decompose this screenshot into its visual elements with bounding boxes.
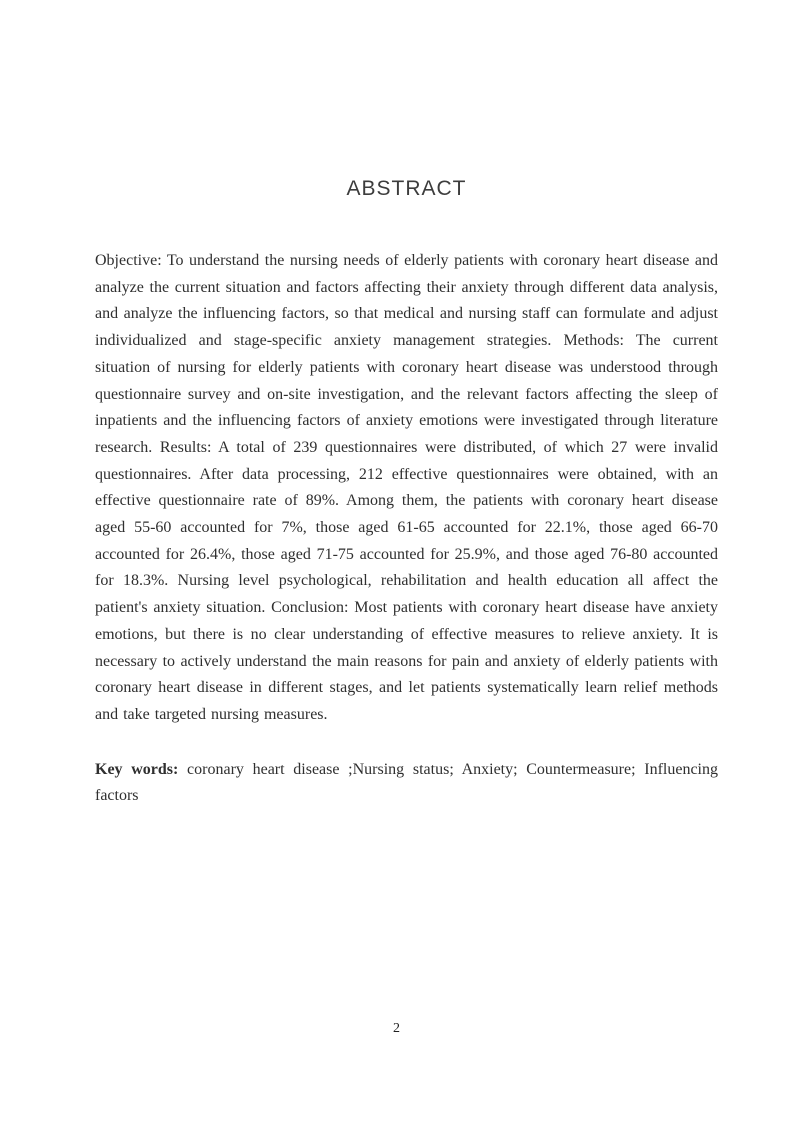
keywords-paragraph [95, 757, 718, 810]
page-content [95, 0, 718, 810]
abstract-paragraph: Objective: To understand the nursing needs of elderly patients with coronary heart disease and analyze the current situation and factors affecting their anxiety through different data analysis, and analyze the influencing factors, so that medical and nursing staff can formulate and adjust individualized and stage-specific anxiety management strategies. Methods: The current situation of nursing for elderly patients with coronary heart disease was understood through questionnaire survey and on-site investigation, and the relevant factors affecting the sleep of inpatients and the influencing factors of anxiety emotions were investigated through literature research. Results: A total of 239 questionnaires were distributed, of which 27 were invalid questionnaires. After data processing, 212 effective questionnaires were obtained, with an effective questionnaire rate of 89%. Among them, the patients with coronary heart disease aged 55-60 accounted for 7%, those aged 61-65 accounted for 22.1%, those aged 66-70 accounted for 26.4%, those aged 71-75 accounted for 25.9%, and those aged 76-80 accounted for 18.3%. Nursing level psychological, rehabilitation and health education all affect the patient's anxiety situation. Conclusion: Most patients with coronary heart disease have anxiety emotions, but there is no clear understanding of effective measures to relieve anxiety. It is necessary to actively understand the main reasons for pain and anxiety of elderly patients with coronary heart disease in different stages, and let patients systematically learn relief methods and take targeted nursing measures. [95, 252, 718, 723]
keywords-text: coronary heart disease ;Nursing status; Anxiety; Countermeasure; Influencing factors [95, 760, 719, 805]
abstract-heading: ABSTRACT [346, 177, 467, 200]
page-number: 2 [393, 1021, 400, 1036]
keywords-label: Key words: [95, 760, 179, 778]
